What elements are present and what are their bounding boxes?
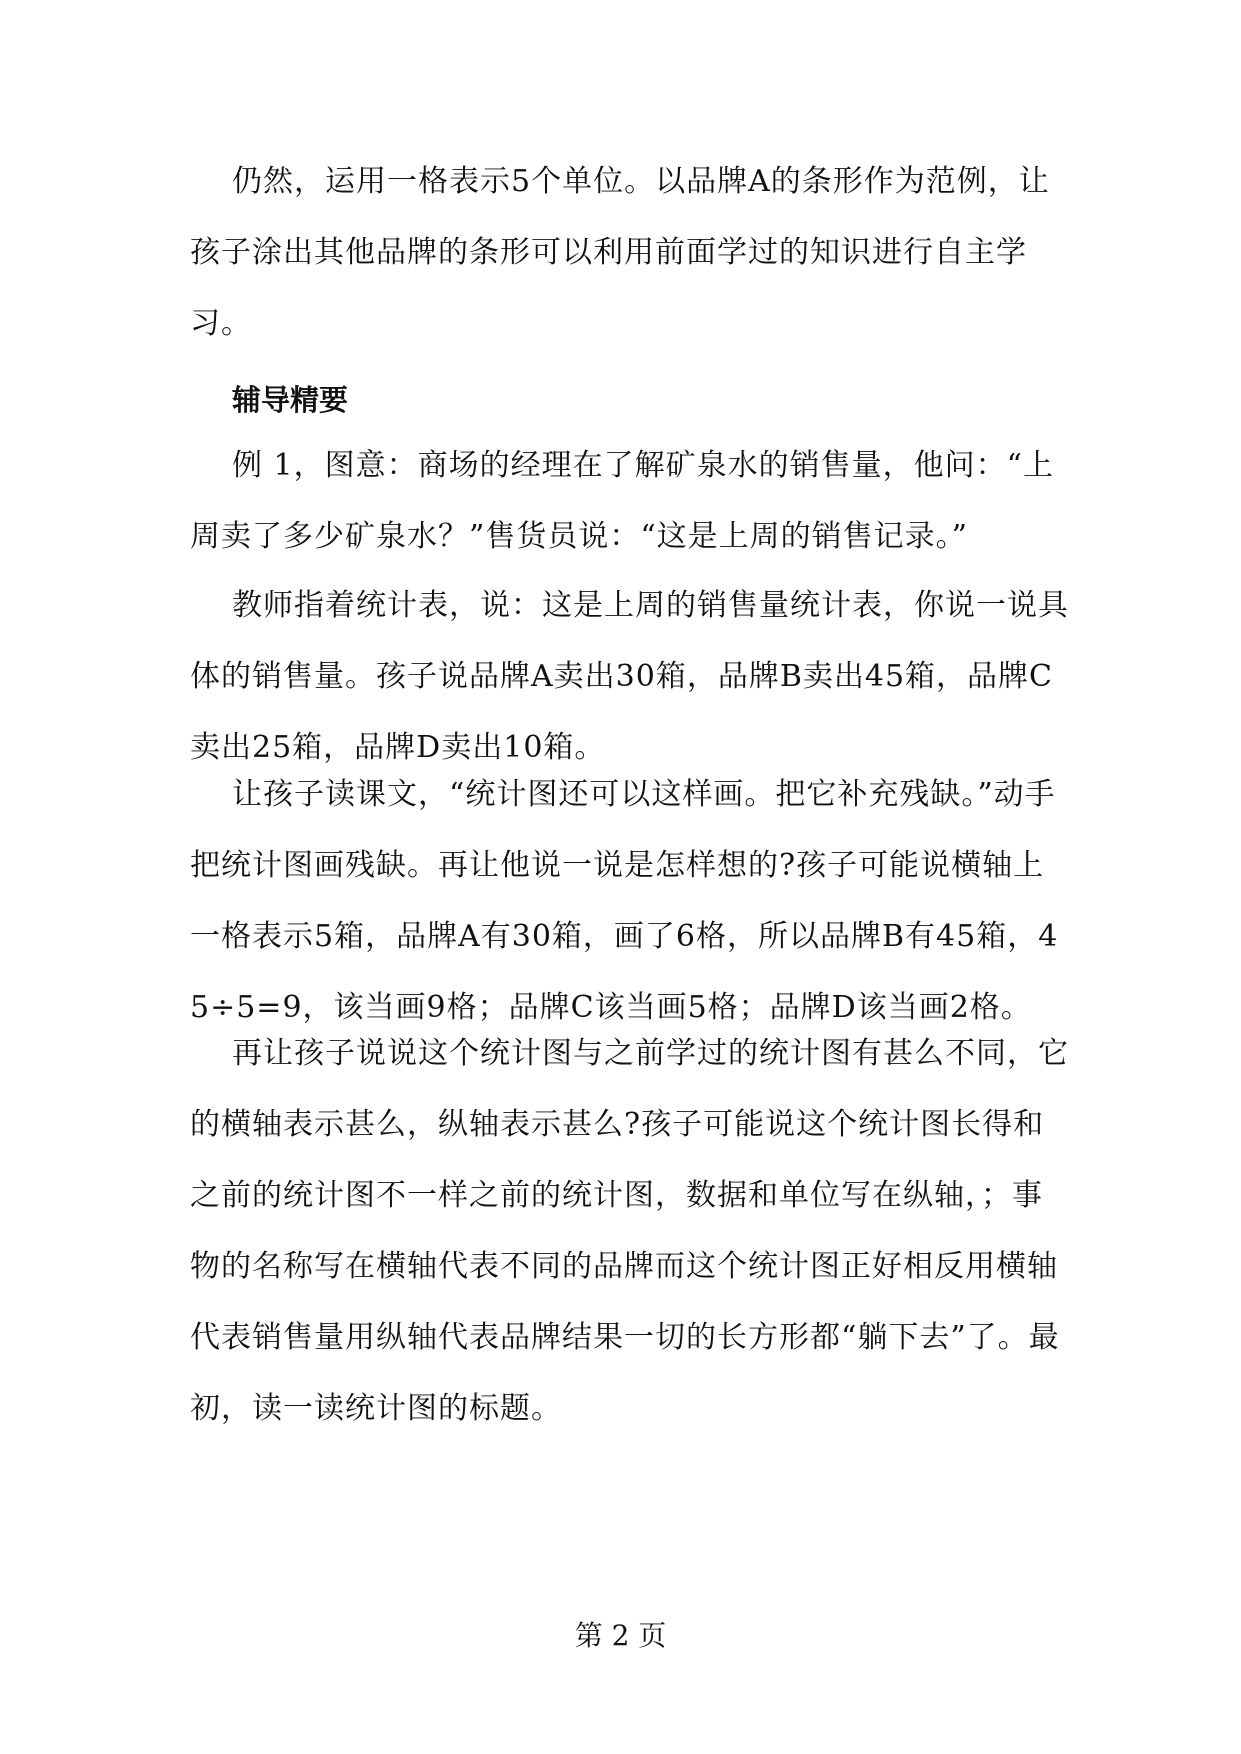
paragraph-example-1: 例 1，图意：商场的经理在了解矿泉水的销售量，他问：“上周卖了多少矿泉水？”售货员说：“这是上周的销售记录。” <box>190 448 1054 554</box>
page-number: 第 2 页 <box>574 1619 667 1652</box>
section-heading: 辅导精要 <box>232 383 349 417</box>
paragraph-complete-chart: 让孩子读课文，“统计图还可以这样画。把它补充残缺。”动手把统计图画残缺。再让他说一说是怎样想的?孩子可能说横轴上一格表示5箱，品牌A有30箱，画了6格，所以品牌B有45箱，45÷5=9，该当画9格；品牌C该当画5格；品牌D该当画2格。 <box>190 777 1059 1025</box>
paragraph-compare-charts: 再让孩子说说这个统计图与之前学过的统计图有甚么不同，它的横轴表示甚么，纵轴表示甚么?孩子可能说这个统计图长得和之前的统计图不一样之前的统计图，数据和单位写在纵轴，；事物的名称写在横轴代表不同的品牌而这个统计图正好相反用横轴代表销售量用纵轴代表品牌结果一切的长方形都“躺下去”了。最初，读一读统计图的标题。 <box>190 1036 1069 1426</box>
paragraph-intro: 仍然，运用一格表示5个单位。以品牌A的条形作为范例，让孩子涂出其他品牌的条形可以利用前面学过的知识进行自主学习。 <box>190 164 1050 341</box>
paragraph-sales-table: 教师指着统计表，说：这是上周的销售量统计表，你说一说具体的销售量。孩子说品牌A卖出30箱，品牌B卖出45箱，品牌C卖出25箱，品牌D卖出10箱。 <box>190 588 1069 765</box>
